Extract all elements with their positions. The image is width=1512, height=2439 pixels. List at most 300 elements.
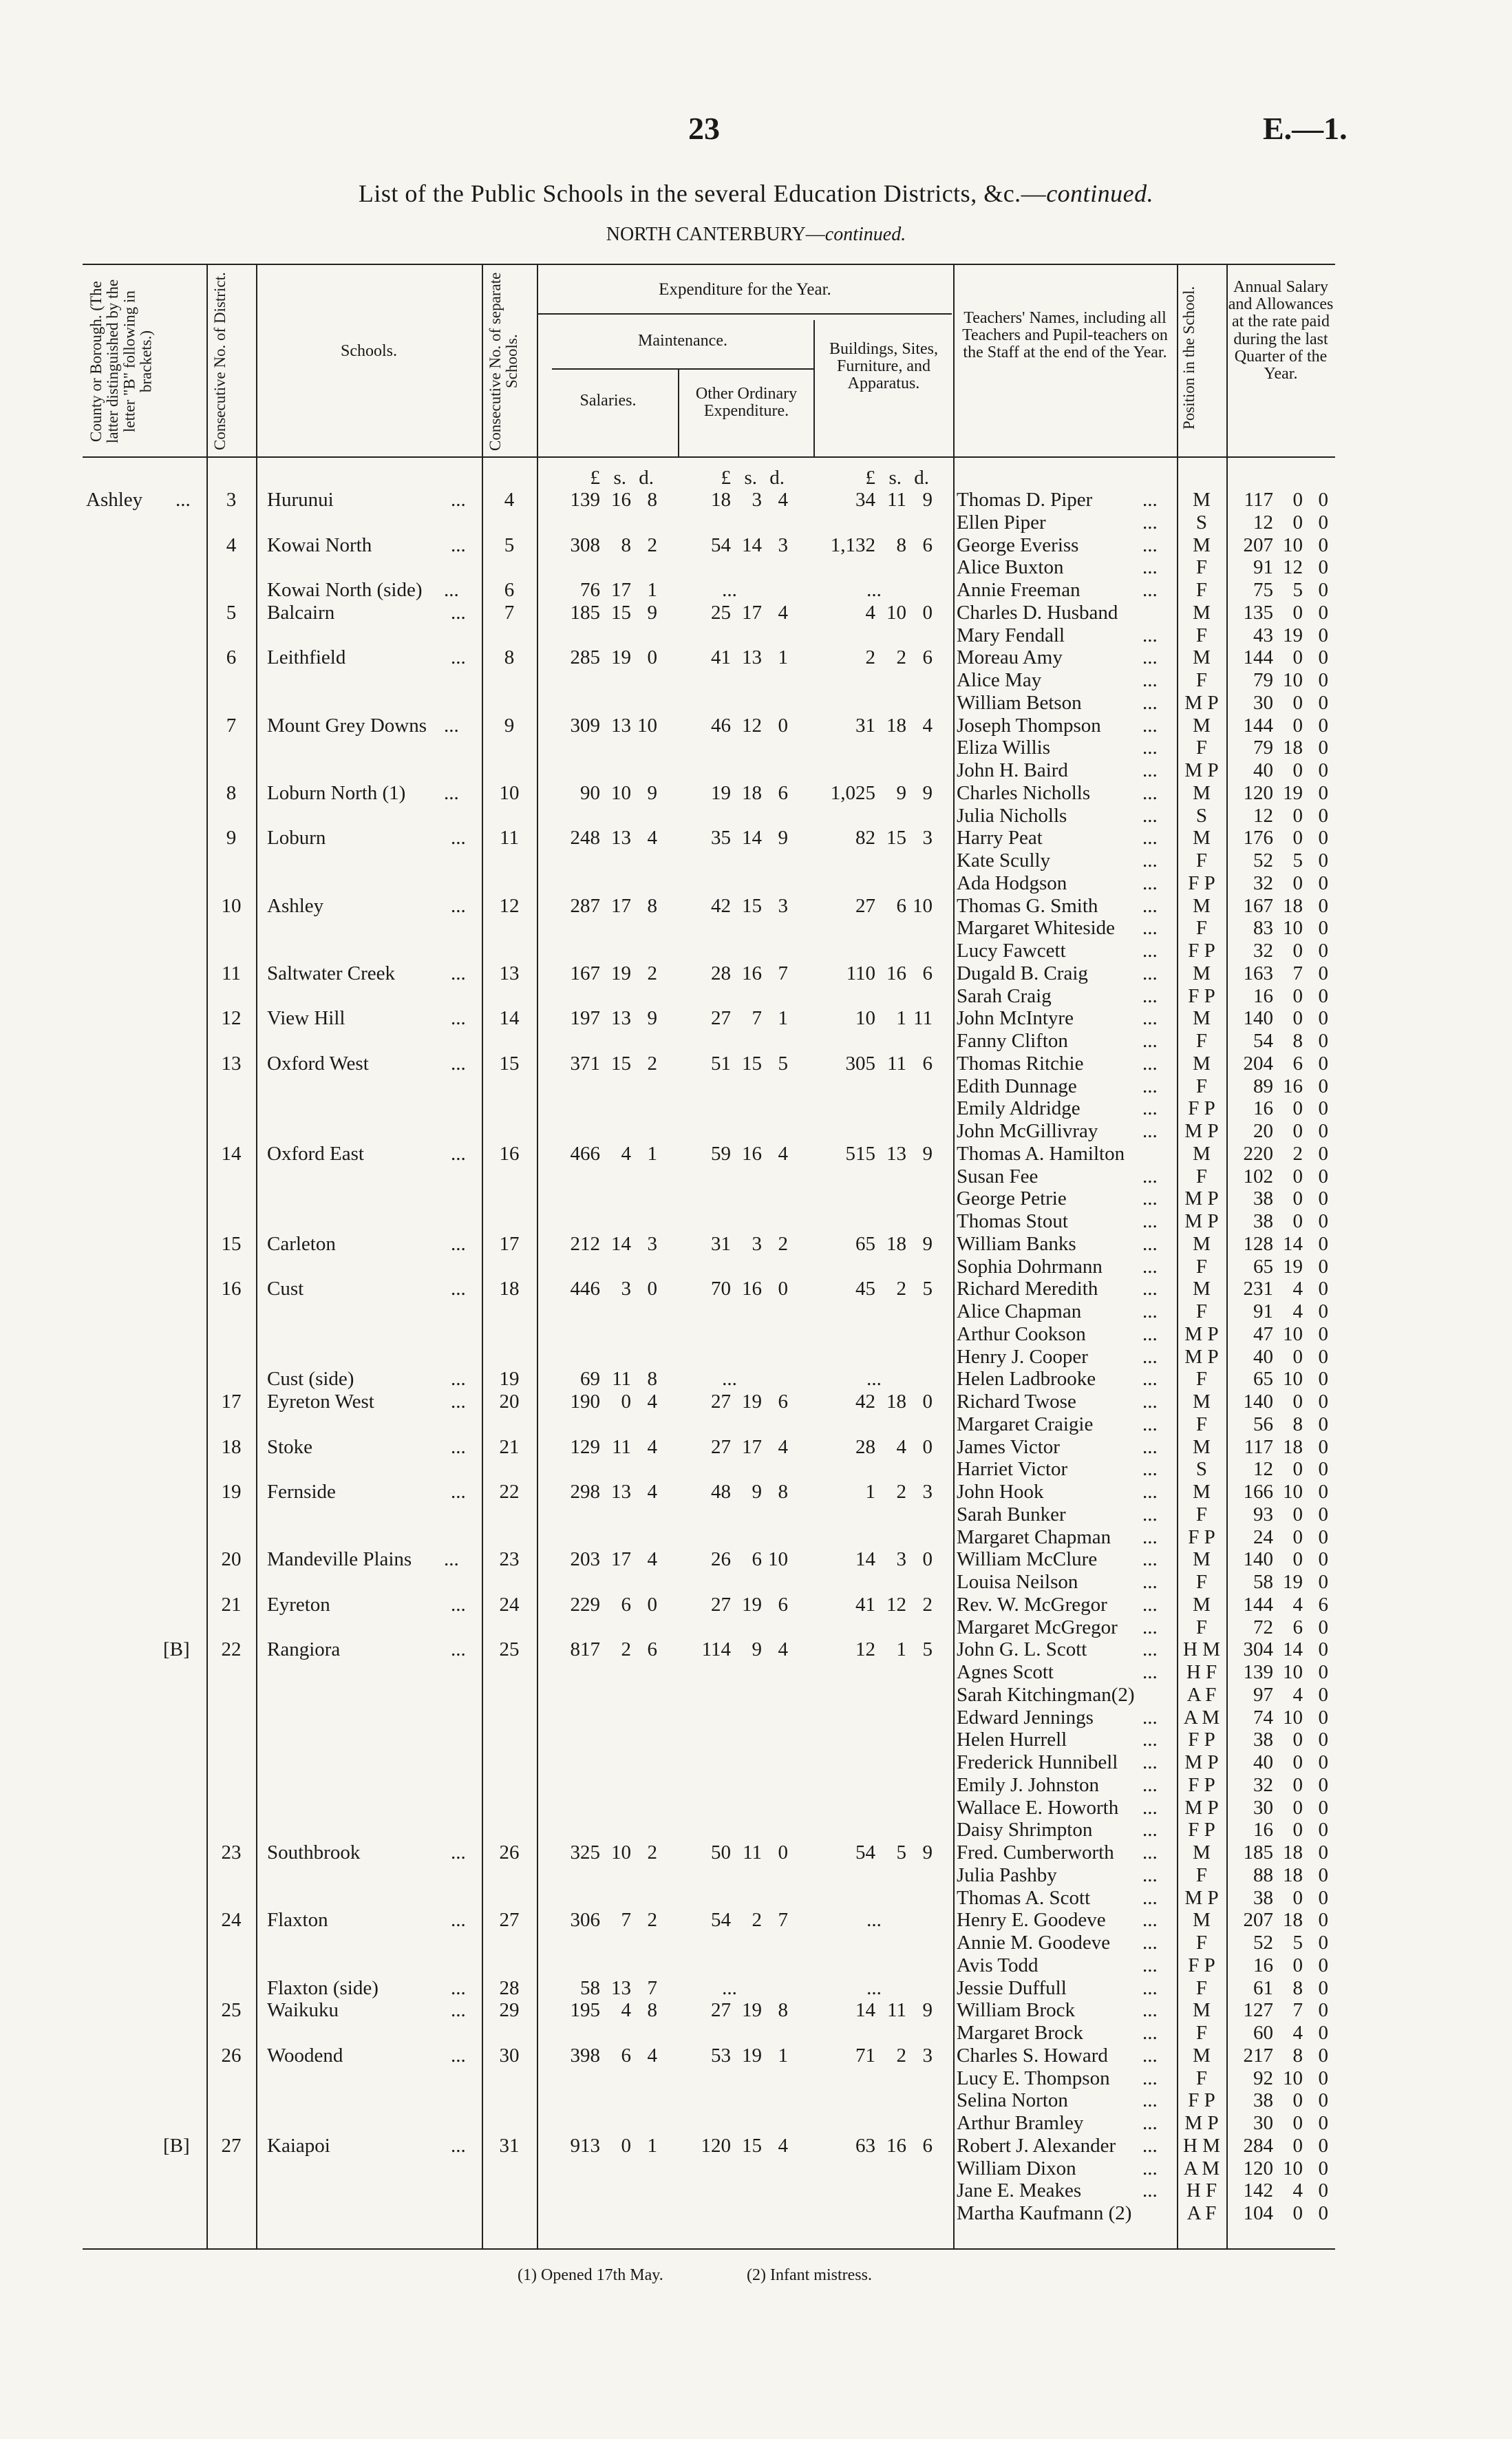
leader-dots: ... bbox=[1142, 1819, 1158, 1841]
teacher-name: Charles Nicholls bbox=[957, 782, 1091, 804]
separate-school-number: 9 bbox=[504, 715, 515, 737]
salary-pounds: 166 bbox=[1243, 1481, 1273, 1503]
salary-pence: 0 bbox=[1318, 1481, 1328, 1503]
footnote-2: (2) Infant mistress. bbox=[747, 2266, 872, 2284]
leader-dots: ... bbox=[1142, 579, 1158, 601]
salary-pounds: 231 bbox=[1243, 1278, 1273, 1300]
pounds-value: 54 bbox=[711, 534, 731, 556]
salary-pence: 0 bbox=[1318, 1707, 1328, 1729]
salary-pounds: 207 bbox=[1243, 1909, 1273, 1931]
page-title bbox=[0, 179, 1512, 208]
salary-shillings: 0 bbox=[1292, 1007, 1303, 1029]
salary-pence: 0 bbox=[1318, 872, 1328, 894]
leader-dots: ... bbox=[1142, 2067, 1158, 2089]
salary-shillings: 14 bbox=[1283, 1638, 1303, 1660]
teacher-position: F bbox=[1195, 1977, 1208, 1999]
leader-dots: ... bbox=[451, 489, 466, 511]
shillings-value: 15 bbox=[742, 2135, 762, 2157]
pounds-value: 28 bbox=[855, 1436, 875, 1458]
pounds-value: 54 bbox=[711, 1909, 731, 1931]
pounds-value: 306 bbox=[570, 1909, 600, 1931]
salary-shillings: 0 bbox=[1292, 1458, 1303, 1480]
pence-value: 2 bbox=[647, 1841, 657, 1863]
shillings-value: 11 bbox=[887, 489, 906, 511]
district-number: 21 bbox=[221, 1594, 242, 1616]
salary-shillings: 0 bbox=[1292, 2112, 1303, 2134]
school-name: Cust bbox=[267, 1278, 304, 1300]
salary-pounds: 61 bbox=[1253, 1977, 1273, 1999]
teacher-name: Edith Dunnage bbox=[957, 1075, 1077, 1097]
salary-shillings: 8 bbox=[1292, 1977, 1303, 1999]
teacher-name: Julia Nicholls bbox=[957, 805, 1067, 827]
pounds-value: 167 bbox=[570, 962, 600, 984]
salary-shillings: 6 bbox=[1292, 1616, 1303, 1638]
salary-pence: 0 bbox=[1318, 849, 1328, 872]
salary-shillings: 0 bbox=[1292, 1751, 1303, 1773]
pounds-value: 446 bbox=[570, 1278, 600, 1300]
shilling-unit: s. bbox=[613, 467, 626, 489]
shillings-value: 15 bbox=[742, 895, 762, 917]
header-salary: Annual Salary and Allowances at the rate paid during the last Quarter of the Year. bbox=[1228, 278, 1334, 383]
salary-pounds: 30 bbox=[1253, 1797, 1273, 1819]
school-name: Mandeville Plains bbox=[267, 1548, 412, 1570]
teacher-name: Ellen Piper bbox=[957, 511, 1046, 534]
salary-pounds: 65 bbox=[1253, 1256, 1273, 1278]
teacher-name: Thomas A. Scott bbox=[957, 1887, 1091, 1909]
salary-pence: 6 bbox=[1318, 1594, 1328, 1616]
teacher-position: S bbox=[1195, 1458, 1208, 1480]
pounds-value: 14 bbox=[855, 1999, 875, 2021]
salary-shillings: 0 bbox=[1292, 1729, 1303, 1751]
district-number: 15 bbox=[221, 1233, 242, 1255]
shillings-value: 2 bbox=[752, 1909, 762, 1931]
salary-pence: 0 bbox=[1318, 646, 1328, 668]
leader-dots: ... bbox=[1142, 1616, 1158, 1638]
salary-pence: 0 bbox=[1318, 1841, 1328, 1863]
teacher-position: M bbox=[1193, 827, 1211, 849]
teacher-name: Arthur Bramley bbox=[957, 2112, 1084, 2134]
teacher-name: Charles D. Husband bbox=[957, 602, 1118, 624]
pence-value: 1 bbox=[778, 1007, 788, 1029]
salary-shillings: 5 bbox=[1292, 1932, 1303, 1954]
salary-pounds: 47 bbox=[1253, 1323, 1273, 1345]
salary-pounds: 176 bbox=[1243, 827, 1273, 849]
salary-pounds: 91 bbox=[1253, 556, 1273, 578]
teacher-name: William Dixon bbox=[957, 2157, 1076, 2179]
salary-shillings: 4 bbox=[1292, 2179, 1303, 2202]
salary-shillings: 0 bbox=[1292, 511, 1303, 534]
salary-pounds: 117 bbox=[1244, 1436, 1273, 1458]
salary-shillings: 8 bbox=[1292, 1030, 1303, 1052]
salary-shillings: 18 bbox=[1283, 1864, 1303, 1886]
pence-value: 9 bbox=[922, 1999, 933, 2021]
leader-dots: ... bbox=[1142, 1707, 1158, 1729]
shillings-value: 2 bbox=[896, 646, 906, 668]
teacher-name: Alice Chapman bbox=[957, 1300, 1082, 1322]
shillings-value: 15 bbox=[611, 1053, 631, 1075]
teacher-position: F bbox=[1195, 917, 1208, 939]
salary-pounds: 38 bbox=[1253, 2089, 1273, 2111]
pounds-value: 59 bbox=[711, 1143, 731, 1165]
pence-value: 8 bbox=[778, 1999, 788, 2021]
leader-dots: ... bbox=[1142, 985, 1158, 1007]
salary-pence: 0 bbox=[1318, 1368, 1328, 1390]
salary-shillings: 0 bbox=[1292, 827, 1303, 849]
shillings-value: 10 bbox=[611, 1841, 631, 1863]
salary-shillings: 7 bbox=[1292, 1999, 1303, 2021]
salary-pounds: 74 bbox=[1253, 1707, 1273, 1729]
district-number: 8 bbox=[226, 782, 237, 804]
separate-school-number: 25 bbox=[499, 1638, 520, 1660]
school-name: Ashley bbox=[267, 895, 324, 917]
teacher-position: M P bbox=[1184, 1323, 1219, 1345]
salary-pounds: 135 bbox=[1243, 602, 1273, 624]
teacher-position: M bbox=[1193, 1999, 1211, 2021]
salary-pence: 0 bbox=[1318, 556, 1328, 578]
salary-pence: 0 bbox=[1318, 1638, 1328, 1660]
leader-dots: ... bbox=[1142, 1797, 1158, 1819]
shillings-value: 17 bbox=[611, 579, 631, 601]
district-number: 6 bbox=[226, 646, 237, 668]
teacher-name: Harriet Victor bbox=[957, 1458, 1068, 1480]
header-consecutive-separate: Consecutive No. of separate Schools. bbox=[487, 272, 521, 451]
teacher-name: Wallace E. Howorth bbox=[957, 1797, 1119, 1819]
teacher-position: M bbox=[1193, 1909, 1211, 1931]
teacher-position: F P bbox=[1188, 872, 1215, 894]
school-name: Balcairn bbox=[267, 602, 335, 624]
teacher-name: Sarah Kitchingman(2) bbox=[957, 1684, 1135, 1706]
leader-dots: ... bbox=[451, 1999, 466, 2021]
salary-shillings: 10 bbox=[1283, 534, 1303, 556]
pounds-value: 71 bbox=[855, 2045, 875, 2067]
leader-dots: ... bbox=[451, 1053, 466, 1075]
pounds-value: 2 bbox=[865, 646, 875, 668]
teacher-position: M P bbox=[1184, 1210, 1219, 1232]
leader-dots: ... bbox=[451, 1233, 466, 1255]
pounds-value: 305 bbox=[845, 1053, 875, 1075]
header-bottom-rule bbox=[83, 456, 1335, 458]
pounds-value: 515 bbox=[845, 1143, 875, 1165]
teacher-position: M bbox=[1193, 1143, 1211, 1165]
leader-dots: ... bbox=[1142, 1909, 1158, 1931]
teacher-position: F P bbox=[1188, 1526, 1215, 1548]
teacher-name: Margaret McGregor bbox=[957, 1616, 1118, 1638]
table-top-rule bbox=[83, 264, 1335, 265]
leader-dots: ... bbox=[1142, 1346, 1158, 1368]
salary-pounds: 91 bbox=[1253, 1300, 1273, 1322]
pounds-value: 27 bbox=[711, 1391, 731, 1413]
leader-dots: ... bbox=[451, 1909, 466, 1931]
pounds-value: 41 bbox=[711, 646, 731, 668]
shillings-value: 13 bbox=[611, 1007, 631, 1029]
salary-shillings: 0 bbox=[1292, 1526, 1303, 1548]
teacher-name: Sarah Craig bbox=[957, 985, 1052, 1007]
teacher-position: M bbox=[1193, 1007, 1211, 1029]
leader-dots: ... bbox=[1142, 1661, 1158, 1683]
shillings-value: 3 bbox=[621, 1278, 631, 1300]
salary-shillings: 4 bbox=[1292, 1300, 1303, 1322]
teacher-name: Selina Norton bbox=[957, 2089, 1068, 2111]
salary-pounds: 54 bbox=[1253, 1030, 1273, 1052]
teacher-name: Jessie Duffull bbox=[957, 1977, 1067, 1999]
shillings-value: 19 bbox=[742, 1999, 762, 2021]
pence-value: 4 bbox=[647, 1391, 657, 1413]
pence-value: 4 bbox=[778, 1638, 788, 1660]
pence-value: 3 bbox=[922, 827, 933, 849]
leader-dots: ... bbox=[1142, 1187, 1158, 1210]
pounds-value: 27 bbox=[711, 1999, 731, 2021]
leader-dots: ... bbox=[1142, 1977, 1158, 1999]
salary-pounds: 163 bbox=[1243, 962, 1273, 984]
teacher-name: Thomas D. Piper bbox=[957, 489, 1093, 511]
leader-dots: ... bbox=[1142, 962, 1158, 984]
school-name: Fernside bbox=[267, 1481, 336, 1503]
salary-shillings: 0 bbox=[1292, 872, 1303, 894]
salary-pence: 0 bbox=[1318, 1165, 1328, 1187]
teacher-name: Fanny Clifton bbox=[957, 1030, 1068, 1052]
salary-pence: 0 bbox=[1318, 1278, 1328, 1300]
school-name: Southbrook bbox=[267, 1841, 361, 1863]
shillings-value: 3 bbox=[752, 1233, 762, 1255]
pounds-value: 26 bbox=[711, 1548, 731, 1570]
salary-shillings: 2 bbox=[1292, 1143, 1303, 1165]
salary-pounds: 140 bbox=[1243, 1548, 1273, 1570]
leader-dots: ... bbox=[1142, 1841, 1158, 1863]
shillings-value: 8 bbox=[896, 534, 906, 556]
teacher-name: Ada Hodgson bbox=[957, 872, 1067, 894]
pounds-value: 46 bbox=[711, 715, 731, 737]
school-name: Kowai North bbox=[267, 534, 372, 556]
pence-value: 9 bbox=[922, 782, 933, 804]
salary-pence: 0 bbox=[1318, 1413, 1328, 1435]
salary-pounds: 32 bbox=[1253, 940, 1273, 962]
empty-value: ... bbox=[722, 1368, 737, 1390]
salary-pounds: 93 bbox=[1253, 1503, 1273, 1525]
salary-pence: 0 bbox=[1318, 1120, 1328, 1142]
salary-pounds: 24 bbox=[1253, 1526, 1273, 1548]
salary-pence: 0 bbox=[1318, 1346, 1328, 1368]
teacher-position: F bbox=[1195, 1030, 1208, 1052]
salary-pounds: 12 bbox=[1253, 805, 1273, 827]
teacher-name: Martha Kaufmann (2) bbox=[957, 2202, 1132, 2224]
salary-shillings: 0 bbox=[1292, 489, 1303, 511]
pence-value: 7 bbox=[778, 1909, 788, 1931]
teacher-position: F bbox=[1195, 669, 1208, 691]
pence-value: 10 bbox=[913, 895, 933, 917]
salary-pence: 0 bbox=[1318, 2135, 1328, 2157]
pounds-value: 27 bbox=[711, 1594, 731, 1616]
leader-dots: ... bbox=[1142, 1323, 1158, 1345]
separate-school-number: 5 bbox=[504, 534, 515, 556]
pounds-value: 27 bbox=[855, 895, 875, 917]
separate-school-number: 21 bbox=[499, 1436, 520, 1458]
district-number: 7 bbox=[226, 715, 237, 737]
salary-pounds: 117 bbox=[1244, 489, 1273, 511]
teacher-name: George Everiss bbox=[957, 534, 1079, 556]
school-name: Flaxton bbox=[267, 1909, 328, 1931]
pence-value: 4 bbox=[778, 602, 788, 624]
salary-pence: 0 bbox=[1318, 1661, 1328, 1683]
leader-dots: ... bbox=[1142, 2179, 1158, 2202]
pounds-value: 82 bbox=[855, 827, 875, 849]
salary-pence: 0 bbox=[1318, 1977, 1328, 1999]
teacher-name: Margaret Brock bbox=[957, 2022, 1083, 2044]
district-number: 19 bbox=[221, 1481, 242, 1503]
teacher-name: Robert J. Alexander bbox=[957, 2135, 1116, 2157]
salary-shillings: 0 bbox=[1292, 715, 1303, 737]
teacher-name: Moreau Amy bbox=[957, 646, 1063, 668]
teacher-position: M P bbox=[1184, 692, 1219, 714]
salary-shillings: 10 bbox=[1283, 1481, 1303, 1503]
salary-pence: 0 bbox=[1318, 2067, 1328, 2089]
district-number: 14 bbox=[221, 1143, 242, 1165]
leader-dots: ... bbox=[444, 579, 459, 601]
pence-value: 9 bbox=[647, 1007, 657, 1029]
salary-pence: 0 bbox=[1318, 669, 1328, 691]
leader-dots: ... bbox=[451, 534, 466, 556]
teacher-position: F bbox=[1195, 1300, 1208, 1322]
salary-shillings: 19 bbox=[1283, 1571, 1303, 1593]
leader-dots: ... bbox=[1142, 1594, 1158, 1616]
salary-pounds: 16 bbox=[1253, 1097, 1273, 1119]
pence-value: 0 bbox=[922, 1436, 933, 1458]
salary-pence: 0 bbox=[1318, 895, 1328, 917]
shillings-value: 16 bbox=[886, 2135, 906, 2157]
leader-dots: ... bbox=[1142, 1503, 1158, 1525]
shillings-value: 7 bbox=[752, 1007, 762, 1029]
shillings-value: 10 bbox=[611, 782, 631, 804]
teacher-position: F P bbox=[1188, 2089, 1215, 2111]
leader-dots: ... bbox=[451, 1481, 466, 1503]
salary-shillings: 0 bbox=[1292, 602, 1303, 624]
separate-school-number: 22 bbox=[499, 1481, 520, 1503]
leader-dots: ... bbox=[451, 1638, 466, 1660]
teacher-name: Alice Buxton bbox=[957, 556, 1064, 578]
shillings-value: 18 bbox=[886, 1391, 906, 1413]
teacher-name: Thomas Ritchie bbox=[957, 1053, 1084, 1075]
leader-dots: ... bbox=[1142, 1368, 1158, 1390]
leader-dots: ... bbox=[1142, 1097, 1158, 1119]
salary-pounds: 104 bbox=[1243, 2202, 1273, 2224]
salary-pence: 0 bbox=[1318, 1300, 1328, 1322]
shillings-value: 17 bbox=[611, 895, 631, 917]
district-number: 4 bbox=[226, 534, 237, 556]
salary-pence: 0 bbox=[1318, 985, 1328, 1007]
salary-pounds: 217 bbox=[1243, 2045, 1273, 2067]
school-name: Oxford East bbox=[267, 1143, 364, 1165]
salary-pence: 0 bbox=[1318, 1797, 1328, 1819]
pence-value: 6 bbox=[922, 2135, 933, 2157]
separate-school-number: 31 bbox=[499, 2135, 520, 2157]
teacher-name: William Brock bbox=[957, 1999, 1075, 2021]
pounds-value: 31 bbox=[855, 715, 875, 737]
salary-pounds: 38 bbox=[1253, 1887, 1273, 1909]
teacher-position: M bbox=[1193, 489, 1211, 511]
salary-shillings: 10 bbox=[1283, 2157, 1303, 2179]
pence-value: 6 bbox=[922, 1053, 933, 1075]
separate-school-number: 27 bbox=[499, 1909, 520, 1931]
salary-shillings: 5 bbox=[1292, 849, 1303, 872]
salary-shillings: 0 bbox=[1292, 1797, 1303, 1819]
salary-pence: 0 bbox=[1318, 2045, 1328, 2067]
leader-dots: ... bbox=[1142, 1165, 1158, 1187]
shillings-value: 6 bbox=[621, 1594, 631, 1616]
salary-pence: 0 bbox=[1318, 805, 1328, 827]
teacher-name: Sophia Dohrmann bbox=[957, 1256, 1103, 1278]
district-number: 13 bbox=[221, 1053, 242, 1075]
salary-shillings: 10 bbox=[1283, 2067, 1303, 2089]
salary-shillings: 7 bbox=[1292, 962, 1303, 984]
salary-pounds: 127 bbox=[1243, 1999, 1273, 2021]
salary-pence: 0 bbox=[1318, 2112, 1328, 2134]
teacher-position: H M bbox=[1183, 2135, 1220, 2157]
leader-dots: ... bbox=[1142, 2157, 1158, 2179]
table-bottom-rule bbox=[83, 2248, 1335, 2250]
shillings-value: 12 bbox=[886, 1594, 906, 1616]
shillings-value: 11 bbox=[887, 1053, 906, 1075]
salary-pence: 0 bbox=[1318, 511, 1328, 534]
salary-shillings: 19 bbox=[1283, 624, 1303, 646]
salary-pence: 0 bbox=[1318, 940, 1328, 962]
pence-value: 4 bbox=[922, 715, 933, 737]
leader-dots: ... bbox=[451, 1143, 466, 1165]
salary-pounds: 43 bbox=[1253, 624, 1273, 646]
salary-pounds: 144 bbox=[1243, 1594, 1273, 1616]
pence-value: 0 bbox=[778, 1278, 788, 1300]
salary-pence: 0 bbox=[1318, 692, 1328, 714]
report-reference: E.—1. bbox=[1263, 111, 1348, 146]
leader-dots: ... bbox=[1142, 940, 1158, 962]
leader-dots: ... bbox=[1142, 2112, 1158, 2134]
district-number: 24 bbox=[221, 1909, 242, 1931]
pence-value: 9 bbox=[778, 827, 788, 849]
shillings-value: 7 bbox=[621, 1909, 631, 1931]
teacher-position: F bbox=[1195, 1864, 1208, 1886]
shillings-value: 17 bbox=[742, 602, 762, 624]
salary-pounds: 32 bbox=[1253, 872, 1273, 894]
teacher-name: Margaret Whiteside bbox=[957, 917, 1116, 939]
salary-pence: 0 bbox=[1318, 715, 1328, 737]
teacher-position: M bbox=[1193, 2045, 1211, 2067]
pence-value: 1 bbox=[647, 579, 657, 601]
separate-school-number: 17 bbox=[499, 1233, 520, 1255]
teacher-name: Lucy Fawcett bbox=[957, 940, 1066, 962]
leader-dots: ... bbox=[1142, 849, 1158, 872]
shillings-value: 13 bbox=[886, 1143, 906, 1165]
salary-pounds: 97 bbox=[1253, 1684, 1273, 1706]
pence-value: 4 bbox=[647, 1436, 657, 1458]
teacher-position: F bbox=[1195, 1932, 1208, 1954]
pence-value: 0 bbox=[647, 1594, 657, 1616]
school-name: Oxford West bbox=[267, 1053, 369, 1075]
salary-shillings: 0 bbox=[1292, 1503, 1303, 1525]
title-suffix: continued. bbox=[1046, 180, 1154, 207]
leader-dots: ... bbox=[1142, 646, 1158, 668]
teacher-name: Richard Meredith bbox=[957, 1278, 1098, 1300]
teacher-name: Joseph Thompson bbox=[957, 715, 1101, 737]
leader-dots: ... bbox=[1142, 715, 1158, 737]
separate-school-number: 7 bbox=[504, 602, 515, 624]
pounds-value: 229 bbox=[570, 1594, 600, 1616]
teacher-name: John Hook bbox=[957, 1481, 1044, 1503]
salary-shillings: 14 bbox=[1283, 1233, 1303, 1255]
teacher-position: F bbox=[1195, 1368, 1208, 1390]
school-name: Cust (side) bbox=[267, 1368, 354, 1390]
salary-shillings: 0 bbox=[1292, 940, 1303, 962]
separate-school-number: 8 bbox=[504, 646, 515, 668]
pence-value: 7 bbox=[778, 962, 788, 984]
leader-dots: ... bbox=[1142, 917, 1158, 939]
